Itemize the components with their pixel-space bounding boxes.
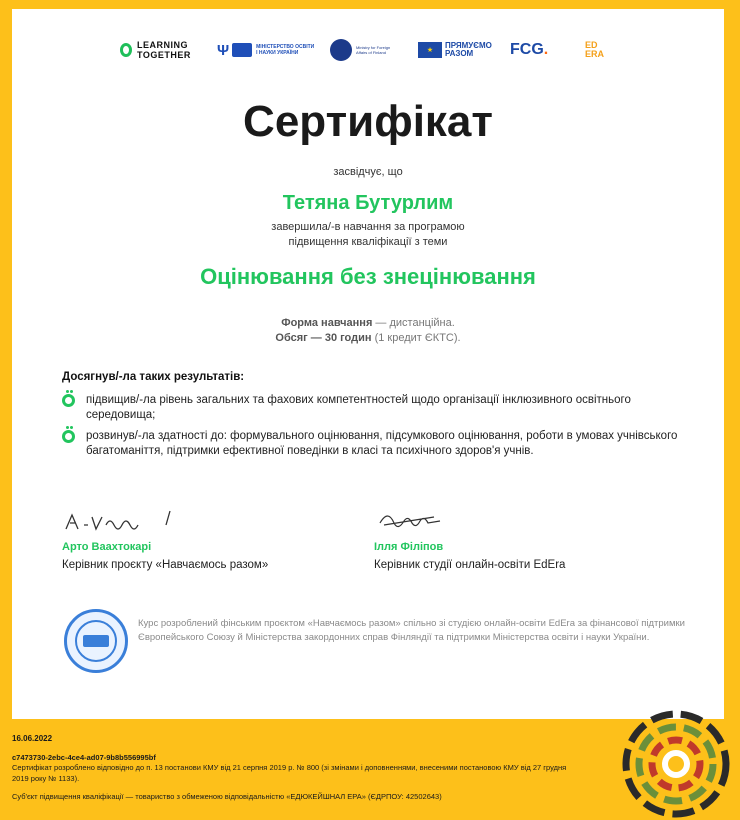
result-item: розвинув/-ла здатності до: формувального оцінювання, підсумкового оцінювання, роботи в умовах учнівського багатоманіття, підтримки ефективної поведінки в класі та психічного здоров'я учнів.	[62, 429, 682, 459]
certificate-footer	[12, 734, 572, 803]
partner-logos	[12, 32, 724, 68]
signature-image	[374, 507, 565, 535]
learning-together-icon	[120, 43, 132, 57]
certificate-title: Сертифікат	[243, 97, 493, 146]
results-title: Досягнув/-ла таких результатів:	[62, 371, 245, 383]
results-section	[62, 371, 682, 465]
study-volume: Обсяг — 30 годин (1 кредит ЄКТС).	[275, 332, 461, 344]
eu-logo: ★ ПРЯМУЄМО РАЗОМ	[418, 32, 492, 68]
certificate-sheet	[12, 9, 724, 719]
result-bullet-icon	[62, 394, 75, 407]
trident-icon: Ψ	[217, 41, 230, 59]
finland-mfa-logo: Ministry for Foreign Affairs of Finland	[330, 32, 396, 68]
certificate-code: c7473730-2ebc-4ce4-ad07-9b8b556995bf	[12, 752, 156, 762]
signatory-name: Арто Ваахтокарі	[62, 541, 152, 553]
provider-entity: Суб'єкт підвищення кваліфікації — товариство з обмеженою відповідальністю «ЕДЮКЕЙШНАЛ ЕРА» (ЄДРПОУ: 42502643)	[12, 792, 442, 801]
fcg-logo: FCG .	[510, 41, 549, 58]
result-bullet-icon	[62, 430, 75, 443]
signature-block-2	[374, 507, 565, 571]
eu-flag-icon: ★	[418, 42, 442, 58]
certifies-text: засвідчує, що	[333, 166, 403, 178]
finland-emblem-icon	[330, 39, 352, 61]
completed-line-2: підвищення кваліфікації з теми	[288, 236, 448, 248]
course-note: Курс розроблений фінським проєктом «Навчаємось разом» спільно зі студією онлайн-освіти EdEra за фінансової підтримки Європейського Союзу й Міністерства закордонних справ Фінляндії та підтримки Міністерства освіти і науки України.	[138, 618, 685, 643]
study-form: Форма навчання — дистанційна.	[281, 317, 455, 329]
signature-image	[62, 507, 268, 535]
decorative-swirl-icon	[610, 700, 734, 820]
signature-block-1	[62, 507, 268, 571]
edera-logo: ED ERA	[585, 40, 605, 59]
mon-mark-icon	[232, 43, 252, 57]
result-item: підвищив/-ла рівень загальних та фахових компетентностей щодо організації інклюзивного освітнього середовища;	[62, 393, 682, 423]
signatory-name: Ілля Філіпов	[374, 541, 444, 553]
legal-basis: Сертифікат розроблено відповідно до п. 13 постанови КМУ від 21 серпня 2019 р. № 800 (зі змінами і доповненнями, внесеними постановою КМУ від 27 грудня 2019 року № 1133).	[12, 763, 567, 783]
recipient-name: Тетяна Бутурлим	[282, 192, 454, 214]
learning-together-logo: LEARNING TOGETHER	[120, 32, 191, 68]
signatory-role: Керівник студії онлайн-освіти EdEra	[374, 559, 566, 571]
issue-date: 16.06.2022	[12, 734, 53, 743]
course-title: Оцінювання без знецінювання	[200, 264, 536, 289]
ministry-logo: Ψ МІНІСТЕРСТВО ОСВІТИ І НАУКИ УКРАЇНИ	[217, 41, 315, 59]
completed-line-1: завершила/-в навчання за програмою	[271, 221, 465, 233]
official-stamp	[64, 609, 128, 673]
signatory-role: Керівник проєкту «Навчаємось разом»	[62, 559, 269, 571]
